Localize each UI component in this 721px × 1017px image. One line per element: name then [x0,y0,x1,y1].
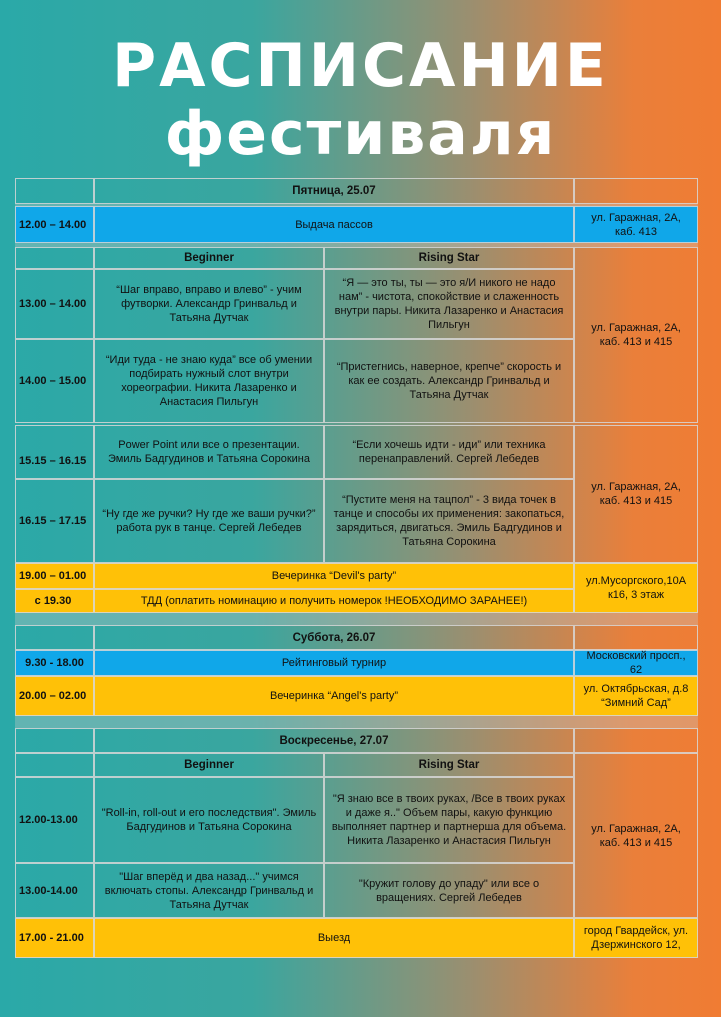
class-cell: "Кружит голову до упаду" или все о вращениях. Сергей Лебедев [324,863,574,918]
blank-cell [574,178,698,204]
class-cell: “Шаг вправо, вправо и влево” - учим футворки. Александр Гринвальд и Татьяна Дутчак [94,269,324,339]
class-cell: Power Point или все о презентации. Эмиль Бадгудинов и Татьяна Сорокина [94,425,324,479]
time-cell: 15.15 – 16.15 [15,425,94,479]
time-cell: 13.00 – 14.00 [15,269,94,339]
place-cell: ул. Гаражная, 2А, каб. 413 и 415 [574,425,698,563]
time-cell: 12.00-13.00 [15,777,94,863]
column-header-rising-star: Rising Star [324,753,574,777]
place-cell: ул. Гаражная, 2А, каб. 413 и 415 [574,247,698,423]
time-cell: 12.00 – 14.00 [15,206,94,243]
blank-cell [15,753,94,777]
divider [15,716,698,728]
page-subtitle: фестиваля [164,99,557,169]
class-cell: “Я — это ты, ты — это я/И никого не надо нам” - чистота, спокойствие и слаженность внутри пары. Никита Лазаренко и Анастасия Пильгун [324,269,574,339]
time-cell: 13.00-14.00 [15,863,94,918]
event-cell: Выдача пассов [94,206,574,243]
class-cell: “Иди туда - не знаю куда” все об умении подбирать нужный слот внутри хореографии. Никита Лазаренко и Анастасия Пильгун [94,339,324,423]
time-cell: 16.15 – 17.15 [15,479,94,563]
time-cell: 20.00 – 02.00 [15,676,94,716]
time-cell: 14.00 – 15.00 [15,339,94,423]
column-header-rising-star: Rising Star [324,247,574,269]
blank-cell [574,625,698,650]
time-cell: 19.00 – 01.00 [15,563,94,589]
column-header-beginner: Beginner [94,247,324,269]
blank-cell [15,625,94,650]
time-cell: 9.30 - 18.00 [15,650,94,676]
page-title: РАСПИСАНИЕ [112,31,609,101]
class-cell: "Шаг вперёд и два назад..." учимся включать стопы. Александр Гринвальд и Татьяна Дутчак [94,863,324,918]
time-cell: 17.00 - 21.00 [15,918,94,958]
blank-cell [574,728,698,753]
day-header-friday: Пятница, 25.07 [94,178,574,204]
place-cell: ул. Октябрьская, д.8 “Зимний Сад” [574,676,698,716]
place-cell: ул.Мусоргского,10А к16, 3 этаж [574,563,698,613]
event-cell: Рейтинговый турнир [94,650,574,676]
place-cell: Московский просп., 62 [574,650,698,676]
event-cell: Вечеринка “Devil's party” [94,563,574,589]
place-cell: ул. Гаражная, 2А, каб. 413 и 415 [574,753,698,918]
day-header-saturday: Суббота, 26.07 [94,625,574,650]
class-cell: "Roll-in, roll-out и его последствия". Эмиль Бадгудинов и Татьяна Сорокина [94,777,324,863]
event-cell: ТДД (оплатить номинацию и получить номерок !НЕОБХОДИМО ЗАРАНЕЕ!) [94,589,574,613]
class-cell: "Я знаю все в твоих руках, /Все в твоих руках и даже я.." Объем пары, какую функцию выполняет партнер и партнерша для объема. Никита Лазаренко и Анастасия Пильгун [324,777,574,863]
time-cell: с 19.30 [15,589,94,613]
blank-cell [15,178,94,204]
event-cell: Выезд [94,918,574,958]
event-cell: Вечеринка “Angel's party” [94,676,574,716]
place-cell: ул. Гаражная, 2А, каб. 413 [574,206,698,243]
class-cell: “Пристегнись, наверное, крепче” скорость и как ее создать. Александр Гринвальд и Татьяна Дутчак [324,339,574,423]
class-cell: “Пустите меня на тацпол” - 3 вида точек в танце и способы их применения: закопаться, зарядиться, двигаться. Эмиль Бадгудинов и Татьяна Сорокина [324,479,574,563]
day-header-sunday: Воскресенье, 27.07 [94,728,574,753]
divider [15,613,698,625]
column-header-beginner: Beginner [94,753,324,777]
place-cell: город Гвардейск, ул. Дзержинского 12, [574,918,698,958]
blank-cell [15,247,94,269]
blank-cell [15,728,94,753]
class-cell: “Если хочешь идти - иди” или техника перенаправлений. Сергей Лебедев [324,425,574,479]
class-cell: “Ну где же ручки? Ну где же ваши ручки?” работа рук в танце. Сергей Лебедев [94,479,324,563]
